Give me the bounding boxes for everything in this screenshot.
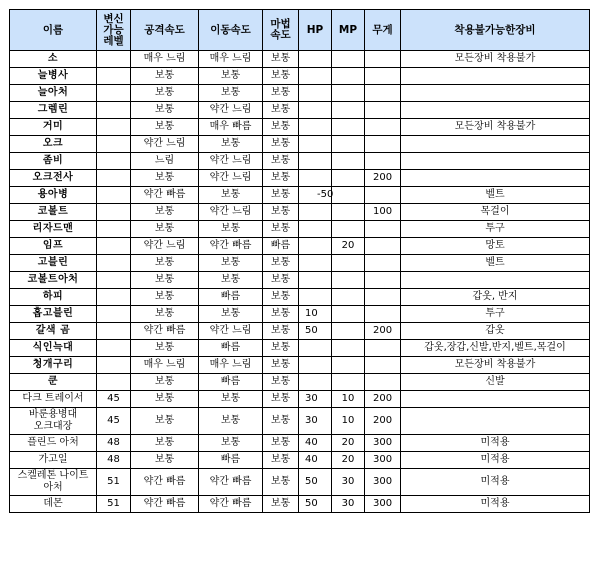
cell-magic-speed: 보통 [263, 374, 299, 391]
cell-magic-speed: 보통 [263, 85, 299, 102]
cell-level [97, 272, 131, 289]
cell-weight: 300 [365, 469, 401, 496]
cell-weight [365, 340, 401, 357]
cell-move-speed: 약간 빠름 [199, 238, 263, 255]
cell-attack-speed: 약간 빠름 [131, 187, 199, 204]
cell-attack-speed: 매우 느림 [131, 51, 199, 68]
cell-move-speed: 보통 [199, 435, 263, 452]
header-restricted-equipment: 착용불가능한장비 [401, 10, 590, 51]
cell-level [97, 102, 131, 119]
cell-restricted-equipment: 갑옷 [401, 323, 590, 340]
cell-hp [299, 272, 332, 289]
header-move-speed: 이동속도 [199, 10, 263, 51]
cell-restricted-equipment [401, 68, 590, 85]
cell-magic-speed: 보통 [263, 136, 299, 153]
table-row [10, 496, 590, 513]
header-name: 이름 [10, 10, 97, 51]
table-row [10, 306, 590, 323]
cell-weight [365, 68, 401, 85]
cell-attack-speed: 약간 느림 [131, 238, 199, 255]
cell-move-speed: 보통 [199, 255, 263, 272]
cell-attack-speed: 보통 [131, 170, 199, 187]
cell-level [97, 85, 131, 102]
cell-magic-speed: 보통 [263, 255, 299, 272]
cell-name: 그렘린 [10, 102, 97, 119]
cell-hp: 40 [299, 452, 332, 469]
cell-hp: 50 [299, 469, 332, 496]
cell-name: 코볼트 [10, 204, 97, 221]
cell-mp [332, 119, 365, 136]
cell-magic-speed: 보통 [263, 51, 299, 68]
cell-mp [332, 340, 365, 357]
cell-attack-speed: 보통 [131, 391, 199, 408]
cell-restricted-equipment [401, 102, 590, 119]
cell-level: 45 [97, 408, 131, 435]
cell-mp [332, 204, 365, 221]
header-level: 변신 가능 레벨 [97, 10, 131, 51]
cell-magic-speed: 보통 [263, 153, 299, 170]
cell-hp [299, 68, 332, 85]
cell-move-speed: 빠름 [199, 452, 263, 469]
cell-mp [332, 187, 365, 204]
cell-mp [332, 272, 365, 289]
cell-attack-speed: 보통 [131, 374, 199, 391]
cell-name: 늘병사 [10, 68, 97, 85]
cell-attack-speed: 보통 [131, 85, 199, 102]
cell-mp [332, 51, 365, 68]
cell-level [97, 136, 131, 153]
cell-attack-speed: 보통 [131, 68, 199, 85]
cell-magic-speed: 보통 [263, 391, 299, 408]
cell-level [97, 255, 131, 272]
cell-move-speed: 약간 느림 [199, 170, 263, 187]
cell-restricted-equipment: 갑옷, 반지 [401, 289, 590, 306]
table-row [10, 102, 590, 119]
cell-restricted-equipment [401, 272, 590, 289]
table-row [10, 408, 590, 435]
cell-hp: 50 [299, 323, 332, 340]
cell-move-speed: 보통 [199, 272, 263, 289]
cell-hp [299, 289, 332, 306]
cell-weight [365, 272, 401, 289]
cell-magic-speed: 보통 [263, 119, 299, 136]
cell-level [97, 340, 131, 357]
cell-hp [299, 102, 332, 119]
cell-mp [332, 306, 365, 323]
cell-level [97, 357, 131, 374]
cell-magic-speed: 보통 [263, 408, 299, 435]
cell-name: 코볼트아처 [10, 272, 97, 289]
table-row [10, 469, 590, 496]
cell-move-speed: 매우 느림 [199, 51, 263, 68]
cell-hp [299, 340, 332, 357]
cell-name: 식인늑대 [10, 340, 97, 357]
cell-mp [332, 255, 365, 272]
cell-name: 데몬 [10, 496, 97, 513]
cell-name: 가고일 [10, 452, 97, 469]
cell-magic-speed: 보통 [263, 272, 299, 289]
cell-magic-speed: 보통 [263, 204, 299, 221]
cell-restricted-equipment: 모든장비 착용불가 [401, 119, 590, 136]
cell-level [97, 170, 131, 187]
cell-attack-speed: 보통 [131, 119, 199, 136]
cell-mp [332, 323, 365, 340]
cell-level [97, 323, 131, 340]
cell-level [97, 221, 131, 238]
cell-name: 바룬용병대 오크대장 [10, 408, 97, 435]
cell-move-speed: 빠름 [199, 289, 263, 306]
header-weight: 무게 [365, 10, 401, 51]
cell-magic-speed: 보통 [263, 289, 299, 306]
cell-restricted-equipment: 목걸이 [401, 204, 590, 221]
cell-magic-speed: 보통 [263, 496, 299, 513]
table-row [10, 170, 590, 187]
cell-weight: 100 [365, 204, 401, 221]
cell-move-speed: 보통 [199, 187, 263, 204]
cell-attack-speed: 보통 [131, 272, 199, 289]
cell-hp [299, 153, 332, 170]
table-row [10, 340, 590, 357]
cell-restricted-equipment: 벨트 [401, 255, 590, 272]
cell-weight [365, 374, 401, 391]
cell-level [97, 153, 131, 170]
cell-magic-speed: 보통 [263, 357, 299, 374]
cell-restricted-equipment [401, 85, 590, 102]
cell-move-speed: 약간 빠름 [199, 469, 263, 496]
cell-restricted-equipment [401, 408, 590, 435]
cell-restricted-equipment: 미적용 [401, 469, 590, 496]
cell-name: 청개구리 [10, 357, 97, 374]
cell-hp [299, 204, 332, 221]
cell-weight: 200 [365, 323, 401, 340]
cell-attack-speed: 보통 [131, 289, 199, 306]
cell-move-speed: 약간 느림 [199, 204, 263, 221]
cell-move-speed: 약간 빠름 [199, 496, 263, 513]
cell-hp [299, 85, 332, 102]
cell-level [97, 204, 131, 221]
cell-magic-speed: 보통 [263, 306, 299, 323]
cell-hp: 50 [299, 496, 332, 513]
cell-magic-speed: 보통 [263, 340, 299, 357]
cell-move-speed: 약간 느림 [199, 102, 263, 119]
cell-mp [332, 221, 365, 238]
cell-weight: 200 [365, 391, 401, 408]
cell-hp [299, 221, 332, 238]
cell-name: 하피 [10, 289, 97, 306]
cell-move-speed: 보통 [199, 85, 263, 102]
cell-level: 45 [97, 391, 131, 408]
cell-hp: 10 [299, 306, 332, 323]
cell-restricted-equipment: 모든장비 착용불가 [401, 51, 590, 68]
cell-hp [299, 374, 332, 391]
cell-attack-speed: 보통 [131, 340, 199, 357]
cell-mp: 10 [332, 408, 365, 435]
cell-level [97, 119, 131, 136]
cell-hp: -50 [299, 187, 332, 204]
cell-hp: 30 [299, 391, 332, 408]
cell-name: 임프 [10, 238, 97, 255]
table-row [10, 289, 590, 306]
table-row [10, 374, 590, 391]
cell-weight: 200 [365, 408, 401, 435]
cell-hp [299, 357, 332, 374]
cell-weight [365, 119, 401, 136]
cell-name: 홉고블린 [10, 306, 97, 323]
cell-attack-speed: 보통 [131, 255, 199, 272]
table-row [10, 357, 590, 374]
cell-move-speed: 매우 느림 [199, 357, 263, 374]
cell-magic-speed: 보통 [263, 221, 299, 238]
cell-attack-speed: 매우 느림 [131, 357, 199, 374]
cell-weight [365, 289, 401, 306]
cell-weight: 200 [365, 170, 401, 187]
cell-level: 48 [97, 435, 131, 452]
cell-name: 고블린 [10, 255, 97, 272]
table-row [10, 51, 590, 68]
cell-level [97, 187, 131, 204]
cell-move-speed: 빠름 [199, 340, 263, 357]
cell-name: 좀비 [10, 153, 97, 170]
cell-hp [299, 119, 332, 136]
cell-restricted-equipment [401, 170, 590, 187]
cell-weight [365, 357, 401, 374]
header-magic-speed: 마법 속도 [263, 10, 299, 51]
cell-attack-speed: 느림 [131, 153, 199, 170]
header-mp: MP [332, 10, 365, 51]
cell-mp: 30 [332, 469, 365, 496]
cell-level [97, 68, 131, 85]
cell-name: 다크 트레이서 [10, 391, 97, 408]
cell-level: 48 [97, 452, 131, 469]
cell-move-speed: 보통 [199, 68, 263, 85]
cell-level [97, 238, 131, 255]
table-row [10, 119, 590, 136]
cell-mp: 30 [332, 496, 365, 513]
cell-weight: 300 [365, 452, 401, 469]
cell-level [97, 306, 131, 323]
cell-hp [299, 51, 332, 68]
cell-weight [365, 255, 401, 272]
cell-restricted-equipment: 투구 [401, 221, 590, 238]
cell-level: 51 [97, 496, 131, 513]
cell-attack-speed: 보통 [131, 408, 199, 435]
cell-move-speed: 보통 [199, 136, 263, 153]
table-row [10, 391, 590, 408]
table-row [10, 68, 590, 85]
table-row [10, 136, 590, 153]
cell-hp [299, 136, 332, 153]
cell-move-speed: 보통 [199, 221, 263, 238]
cell-magic-speed: 보통 [263, 102, 299, 119]
cell-restricted-equipment [401, 136, 590, 153]
cell-move-speed: 보통 [199, 391, 263, 408]
transform-table-container [9, 9, 590, 513]
cell-restricted-equipment: 미적용 [401, 452, 590, 469]
table-row [10, 272, 590, 289]
cell-mp [332, 68, 365, 85]
cell-attack-speed: 보통 [131, 452, 199, 469]
cell-restricted-equipment [401, 153, 590, 170]
cell-attack-speed: 보통 [131, 221, 199, 238]
cell-weight: 300 [365, 496, 401, 513]
table-body [10, 51, 590, 513]
cell-weight [365, 306, 401, 323]
cell-move-speed: 빠름 [199, 374, 263, 391]
cell-level: 51 [97, 469, 131, 496]
cell-mp [332, 102, 365, 119]
cell-restricted-equipment: 벨트 [401, 187, 590, 204]
cell-magic-speed: 빠름 [263, 238, 299, 255]
cell-attack-speed: 보통 [131, 435, 199, 452]
cell-weight [365, 136, 401, 153]
cell-mp [332, 136, 365, 153]
cell-attack-speed: 보통 [131, 204, 199, 221]
cell-magic-speed: 보통 [263, 435, 299, 452]
cell-magic-speed: 보통 [263, 170, 299, 187]
cell-restricted-equipment: 모든장비 착용불가 [401, 357, 590, 374]
cell-magic-speed: 보통 [263, 68, 299, 85]
cell-name: 오크전사 [10, 170, 97, 187]
cell-magic-speed: 보통 [263, 323, 299, 340]
table-row [10, 85, 590, 102]
cell-weight [365, 102, 401, 119]
cell-restricted-equipment: 신발 [401, 374, 590, 391]
cell-mp: 20 [332, 435, 365, 452]
transform-table [9, 9, 590, 513]
cell-weight [365, 153, 401, 170]
cell-attack-speed: 약간 빠름 [131, 496, 199, 513]
cell-weight [365, 85, 401, 102]
table-row [10, 238, 590, 255]
cell-hp [299, 255, 332, 272]
cell-weight [365, 221, 401, 238]
table-row [10, 255, 590, 272]
cell-weight [365, 51, 401, 68]
cell-attack-speed: 보통 [131, 102, 199, 119]
header-row [10, 10, 590, 51]
table-row [10, 153, 590, 170]
cell-mp [332, 153, 365, 170]
cell-mp [332, 289, 365, 306]
cell-magic-speed: 보통 [263, 469, 299, 496]
cell-level [97, 289, 131, 306]
table-row [10, 204, 590, 221]
cell-restricted-equipment [401, 391, 590, 408]
cell-mp: 20 [332, 238, 365, 255]
table-row [10, 187, 590, 204]
cell-mp: 20 [332, 452, 365, 469]
cell-attack-speed: 약간 빠름 [131, 469, 199, 496]
cell-mp [332, 374, 365, 391]
cell-mp [332, 85, 365, 102]
cell-name: 쿤 [10, 374, 97, 391]
cell-attack-speed: 약간 느림 [131, 136, 199, 153]
cell-restricted-equipment: 망토 [401, 238, 590, 255]
table-row [10, 323, 590, 340]
cell-name: 거미 [10, 119, 97, 136]
cell-attack-speed: 약간 빠름 [131, 323, 199, 340]
cell-weight [365, 238, 401, 255]
cell-name: 리자드맨 [10, 221, 97, 238]
cell-name: 늘아처 [10, 85, 97, 102]
cell-name: 소 [10, 51, 97, 68]
cell-hp: 40 [299, 435, 332, 452]
table-row [10, 452, 590, 469]
cell-magic-speed: 보통 [263, 452, 299, 469]
cell-level [97, 51, 131, 68]
cell-name: 스켈레톤 나이트 아처 [10, 469, 97, 496]
cell-mp: 10 [332, 391, 365, 408]
cell-mp [332, 357, 365, 374]
cell-move-speed: 약간 느림 [199, 323, 263, 340]
cell-restricted-equipment: 미적용 [401, 496, 590, 513]
cell-magic-speed: 보통 [263, 187, 299, 204]
cell-move-speed: 보통 [199, 306, 263, 323]
cell-move-speed: 보통 [199, 408, 263, 435]
cell-hp: 30 [299, 408, 332, 435]
cell-name: 플린드 아처 [10, 435, 97, 452]
header-hp: HP [299, 10, 332, 51]
cell-name: 오크 [10, 136, 97, 153]
cell-name: 갈색 곰 [10, 323, 97, 340]
cell-move-speed: 매우 빠름 [199, 119, 263, 136]
cell-level [97, 374, 131, 391]
cell-mp [332, 170, 365, 187]
cell-weight: 300 [365, 435, 401, 452]
header-attack-speed: 공격속도 [131, 10, 199, 51]
cell-restricted-equipment: 미적용 [401, 435, 590, 452]
cell-hp [299, 170, 332, 187]
cell-hp [299, 238, 332, 255]
cell-move-speed: 약간 느림 [199, 153, 263, 170]
cell-restricted-equipment: 투구 [401, 306, 590, 323]
cell-weight [365, 187, 401, 204]
cell-attack-speed: 보통 [131, 306, 199, 323]
cell-name: 용아병 [10, 187, 97, 204]
table-row [10, 435, 590, 452]
cell-restricted-equipment: 갑옷,장갑,신발,반지,벨트,목걸이 [401, 340, 590, 357]
table-row [10, 221, 590, 238]
